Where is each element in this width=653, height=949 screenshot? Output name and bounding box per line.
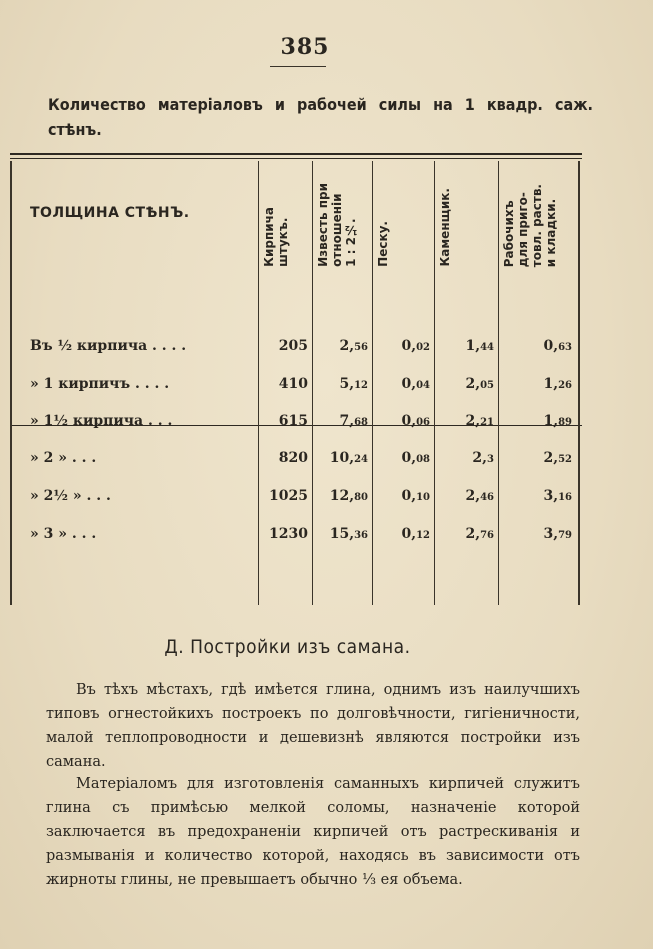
cell-sand	[401, 369, 430, 401]
value-decimal: 3	[487, 454, 494, 465]
row-label: » 2 » . . .	[30, 450, 97, 466]
cell-workers	[543, 369, 572, 401]
page-number-rule	[270, 66, 326, 67]
value-integer: 3,	[543, 488, 559, 504]
cell-bricks: 410	[278, 376, 308, 392]
column-header-bricks: Кирпича штукъ.	[262, 207, 290, 267]
table-top-rule-inner	[10, 158, 582, 159]
cell-mason	[472, 443, 494, 475]
cell-lime	[330, 443, 368, 475]
value-decimal: 36	[354, 530, 368, 541]
table-row	[10, 331, 582, 361]
value-decimal: 56	[354, 342, 368, 353]
value-decimal: 80	[354, 492, 368, 503]
column-header-lime: Известь при отношеніи 1 : 2½.	[316, 183, 358, 267]
value-integer: 2,	[543, 450, 559, 466]
row-label: » 1½ кирпича . . .	[30, 413, 173, 429]
cell-mason	[465, 331, 494, 363]
cell-lime	[339, 406, 368, 438]
value-integer: 2,	[465, 526, 481, 542]
column-header-mason: Каменщик.	[438, 188, 452, 267]
value-decimal: 21	[480, 417, 494, 428]
column-header-wall-thickness: ТОЛЩИНА СТѢНЪ.	[30, 205, 190, 221]
value-integer: 2,	[465, 488, 481, 504]
materials-table	[10, 153, 582, 605]
cell-sand	[401, 519, 430, 551]
column-header-sand: Песку.	[376, 221, 390, 267]
value-integer: 1,	[465, 338, 481, 354]
value-decimal: 76	[480, 530, 494, 541]
cell-sand	[401, 406, 430, 438]
value-integer: 1,	[543, 413, 559, 429]
value-integer: 0,	[401, 488, 417, 504]
cell-workers	[543, 331, 572, 363]
value-integer: 2,	[339, 338, 355, 354]
cell-mason	[465, 406, 494, 438]
value-integer: 0,	[401, 338, 417, 354]
row-label: » 2½ » . . .	[30, 488, 111, 504]
table-heading: Количество матеріаловъ и рабочей силы на 1 квадр. саж. стѣнъ.	[48, 95, 593, 139]
cell-lime	[330, 481, 368, 513]
value-integer: 0,	[543, 338, 559, 354]
row-label: » 1 кирпичъ . . . .	[30, 376, 170, 392]
value-decimal: 16	[558, 492, 572, 503]
value-decimal: 26	[558, 380, 572, 391]
value-decimal: 63	[558, 342, 572, 353]
cell-sand	[401, 481, 430, 513]
cell-bricks: 205	[278, 338, 308, 354]
value-decimal: 12	[354, 380, 368, 391]
cell-sand	[401, 443, 430, 475]
cell-bricks: 615	[278, 413, 308, 429]
value-integer: 7,	[339, 413, 355, 429]
value-integer: 1,	[543, 376, 559, 392]
value-decimal: 68	[354, 417, 368, 428]
cell-lime	[339, 331, 368, 363]
value-decimal: 79	[558, 530, 572, 541]
value-decimal: 10	[416, 492, 430, 503]
cell-workers	[543, 481, 572, 513]
table-row	[10, 406, 582, 436]
value-decimal: 06	[416, 417, 430, 428]
value-decimal: 89	[558, 417, 572, 428]
value-integer: 2,	[465, 376, 481, 392]
value-integer: 0,	[401, 526, 417, 542]
table-row	[10, 481, 582, 511]
value-integer: 0,	[401, 450, 417, 466]
cell-mason	[465, 519, 494, 551]
paragraph: Матеріаломъ для изготовленія саманныхъ кирпичей служитъ глина съ примѣсью мелкой соломы, назначеніе которой заключается въ предохраненіи кирпичей отъ растрескиванія и размыванія и количество которой, находясь въ зависимости отъ жирноты глины, не превышаетъ обычно ⅓ ея объема.	[46, 776, 580, 888]
cell-bricks: 820	[278, 450, 308, 466]
value-decimal: 44	[480, 342, 494, 353]
page-number: 385	[280, 34, 330, 60]
value-integer: 2,	[465, 413, 481, 429]
table-row	[10, 443, 582, 473]
table-row	[10, 369, 582, 399]
cell-bricks: 1230	[269, 526, 308, 542]
paragraph: Въ тѣхъ мѣстахъ, гдѣ имѣется глина, однимъ изъ наилучшихъ типовъ огнестойкихъ построекъ по долговѣчности, гигіеничности, малой теплопроводности и дешевизнѣ являются постройки изъ самана.	[46, 682, 580, 770]
value-decimal: 24	[354, 454, 368, 465]
cell-workers	[543, 406, 572, 438]
cell-workers	[543, 443, 572, 475]
value-integer: 3,	[543, 526, 559, 542]
value-decimal: 52	[558, 454, 572, 465]
section-title: Д. Постройки изъ самана.	[164, 636, 411, 658]
row-label: » 3 » . . .	[30, 526, 97, 542]
value-integer: 10,	[329, 450, 355, 466]
table-top-rule	[10, 153, 582, 155]
value-integer: 0,	[401, 413, 417, 429]
cell-mason	[465, 369, 494, 401]
value-integer: 5,	[339, 376, 355, 392]
row-label: Въ ½ кирпича . . . .	[30, 338, 187, 354]
table-row	[10, 519, 582, 549]
value-decimal: 04	[416, 380, 430, 391]
value-decimal: 05	[480, 380, 494, 391]
value-decimal: 46	[480, 492, 494, 503]
cell-lime	[330, 519, 368, 551]
cell-workers	[543, 519, 572, 551]
value-integer: 12,	[329, 488, 355, 504]
cell-mason	[465, 481, 494, 513]
value-integer: 2,	[472, 450, 488, 466]
value-integer: 0,	[401, 376, 417, 392]
value-integer: 15,	[329, 526, 355, 542]
value-decimal: 12	[416, 530, 430, 541]
column-header-workers: Рабочихъ для приго- товл. раств. и кладки.	[502, 183, 558, 267]
cell-bricks: 1025	[269, 488, 308, 504]
value-decimal: 08	[416, 454, 430, 465]
cell-lime	[339, 369, 368, 401]
cell-sand	[401, 331, 430, 363]
value-decimal: 02	[416, 342, 430, 353]
